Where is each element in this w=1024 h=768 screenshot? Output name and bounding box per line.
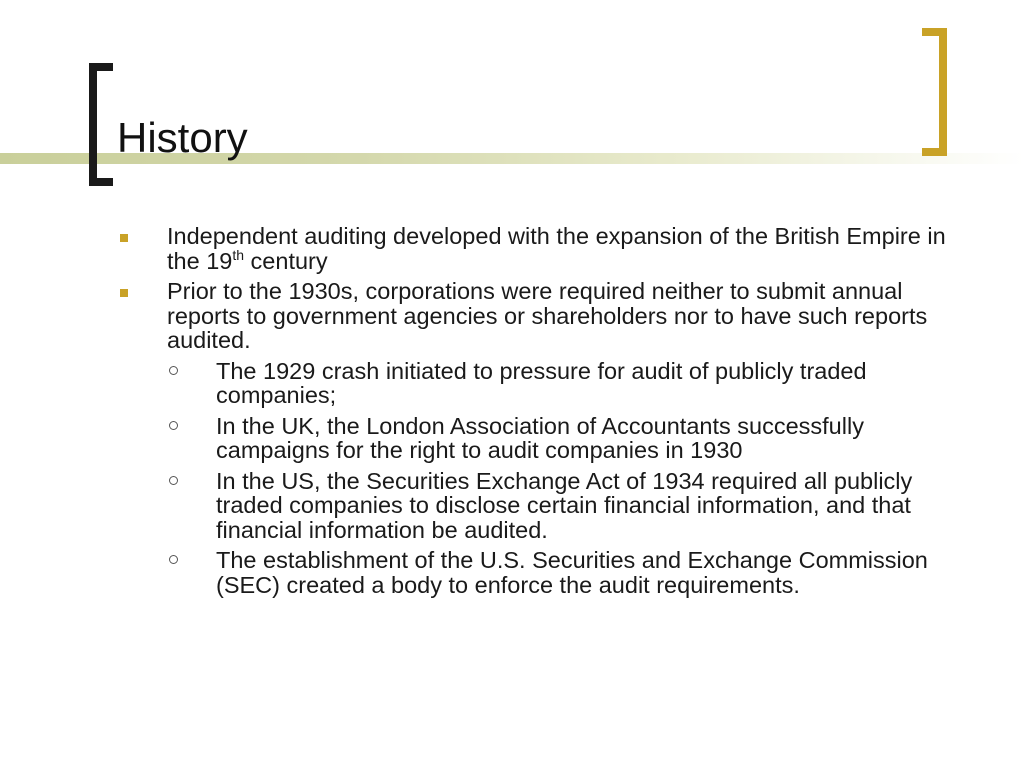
- sub-bullet-item: [216, 414, 946, 463]
- bullet-text-end: century: [244, 247, 328, 274]
- circle-bullet-icon: [169, 555, 178, 564]
- slide-title: History: [117, 114, 248, 161]
- sub-bullet-text: The 1929 crash initiated to pressure for audit of publicly traded companies;: [216, 357, 867, 408]
- bullet-list: [0, 224, 1024, 603]
- bullet-text: Independent auditing developed with the expansion of the British Empire in the 19: [167, 223, 946, 274]
- sub-bullet-item: [216, 359, 946, 408]
- square-bullet-icon: [120, 234, 128, 242]
- bullet-item: [167, 279, 947, 353]
- right-bracket-decoration: [922, 28, 947, 156]
- sub-bullet-item: [216, 469, 946, 543]
- bullet-item: [167, 224, 947, 273]
- circle-bullet-icon: [169, 476, 178, 485]
- bullet-text: Prior to the 1930s, corporations were required neither to submit annual reports to government agencies or shareholders nor to have such reports audited.: [167, 278, 928, 353]
- bullet-superscript: th: [232, 246, 245, 263]
- sub-bullet-text: In the US, the Securities Exchange Act of 1934 required all publicly traded companies to disclose certain financial information, and that financial information be audited.: [216, 467, 913, 543]
- circle-bullet-icon: [169, 366, 178, 375]
- left-bracket-decoration: [89, 63, 113, 186]
- circle-bullet-icon: [169, 421, 178, 430]
- sub-bullet-text: In the UK, the London Association of Accountants successfully campaigns for the right to audit companies in 1930: [216, 412, 864, 463]
- sub-bullet-item: [216, 548, 946, 597]
- sub-bullet-text: The establishment of the U.S. Securities and Exchange Commission (SEC) created a body to enforce the audit requirements.: [216, 547, 928, 598]
- square-bullet-icon: [120, 289, 128, 297]
